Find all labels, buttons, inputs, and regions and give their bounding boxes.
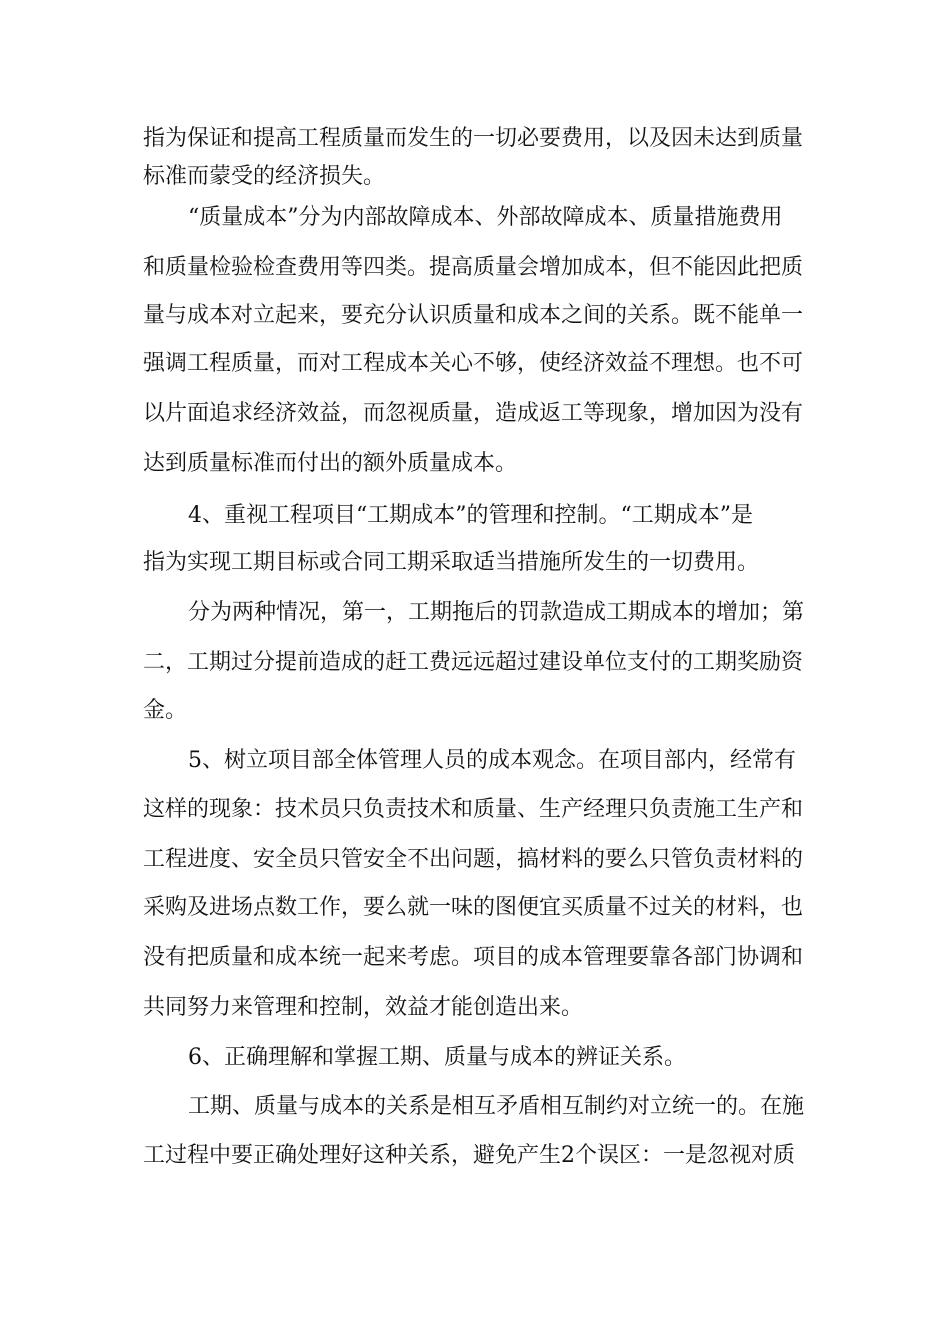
- text-line: 工程进度、安全员只管安全不出问题，搞材料的要么只管负责材料的: [143, 847, 804, 872]
- text-line: 强调工程质量，而对工程成本关心不够，使经济效益不理想。也不可: [143, 351, 804, 376]
- text-line: 工期、质量与成本的关系是相互矛盾相互制约对立统一的。在施: [188, 1094, 805, 1119]
- text-line: 没有把质量和成本统一起来考虑。项目的成本管理要靠各部门协调和: [143, 945, 804, 970]
- text-line: “质量成本”分为内部故障成本、外部故障成本、质量措施费用: [188, 205, 783, 230]
- text-line: 5、树立项目部全体管理人员的成本观念。在项目部内，经常有: [188, 748, 796, 773]
- text-line: 共同努力来管理和控制，效益才能创造出来。: [143, 995, 584, 1020]
- text-line: 金。: [143, 698, 188, 723]
- text-line: 这样的现象：技术员只负责技术和质量、生产经理只负责施工生产和: [143, 797, 804, 822]
- text-line: 和质量检验检查费用等四类。提高质量会增加成本，但不能因此把质: [143, 255, 804, 280]
- text-line: 6、正确理解和掌握工期、质量与成本的辨证关系。: [188, 1045, 686, 1070]
- text-line: 4、重视工程项目“工期成本”的管理和控制。“工期成本”是: [188, 503, 753, 528]
- text-line: 以片面追求经济效益，而忽视质量，造成返工等现象，增加因为没有: [143, 401, 804, 426]
- text-line: 标准而蒙受的经济损失。: [143, 164, 386, 189]
- text-line: 工过程中要正确处理好这种关系，避免产生2个误区：一是忽视对质: [143, 1143, 795, 1168]
- text-line: 指为实现工期目标或合同工期采取适当措施所发生的一切费用。: [143, 550, 760, 575]
- text-line: 指为保证和提高工程质量而发生的一切必要费用，以及因未达到质量: [143, 126, 804, 151]
- text-line: 二，工期过分提前造成的赶工费远远超过建设单位支付的工期奖励资: [143, 650, 804, 675]
- text-line: 达到质量标准而付出的额外质量成本。: [143, 451, 518, 476]
- text-line: 量与成本对立起来，要充分认识质量和成本之间的关系。既不能单一: [143, 303, 804, 328]
- text-line: 分为两种情况，第一，工期拖后的罚款造成工期成本的增加；第: [188, 600, 805, 625]
- text-line: 采购及进场点数工作，要么就一味的图便宜买质量不过关的材料，也: [143, 895, 804, 920]
